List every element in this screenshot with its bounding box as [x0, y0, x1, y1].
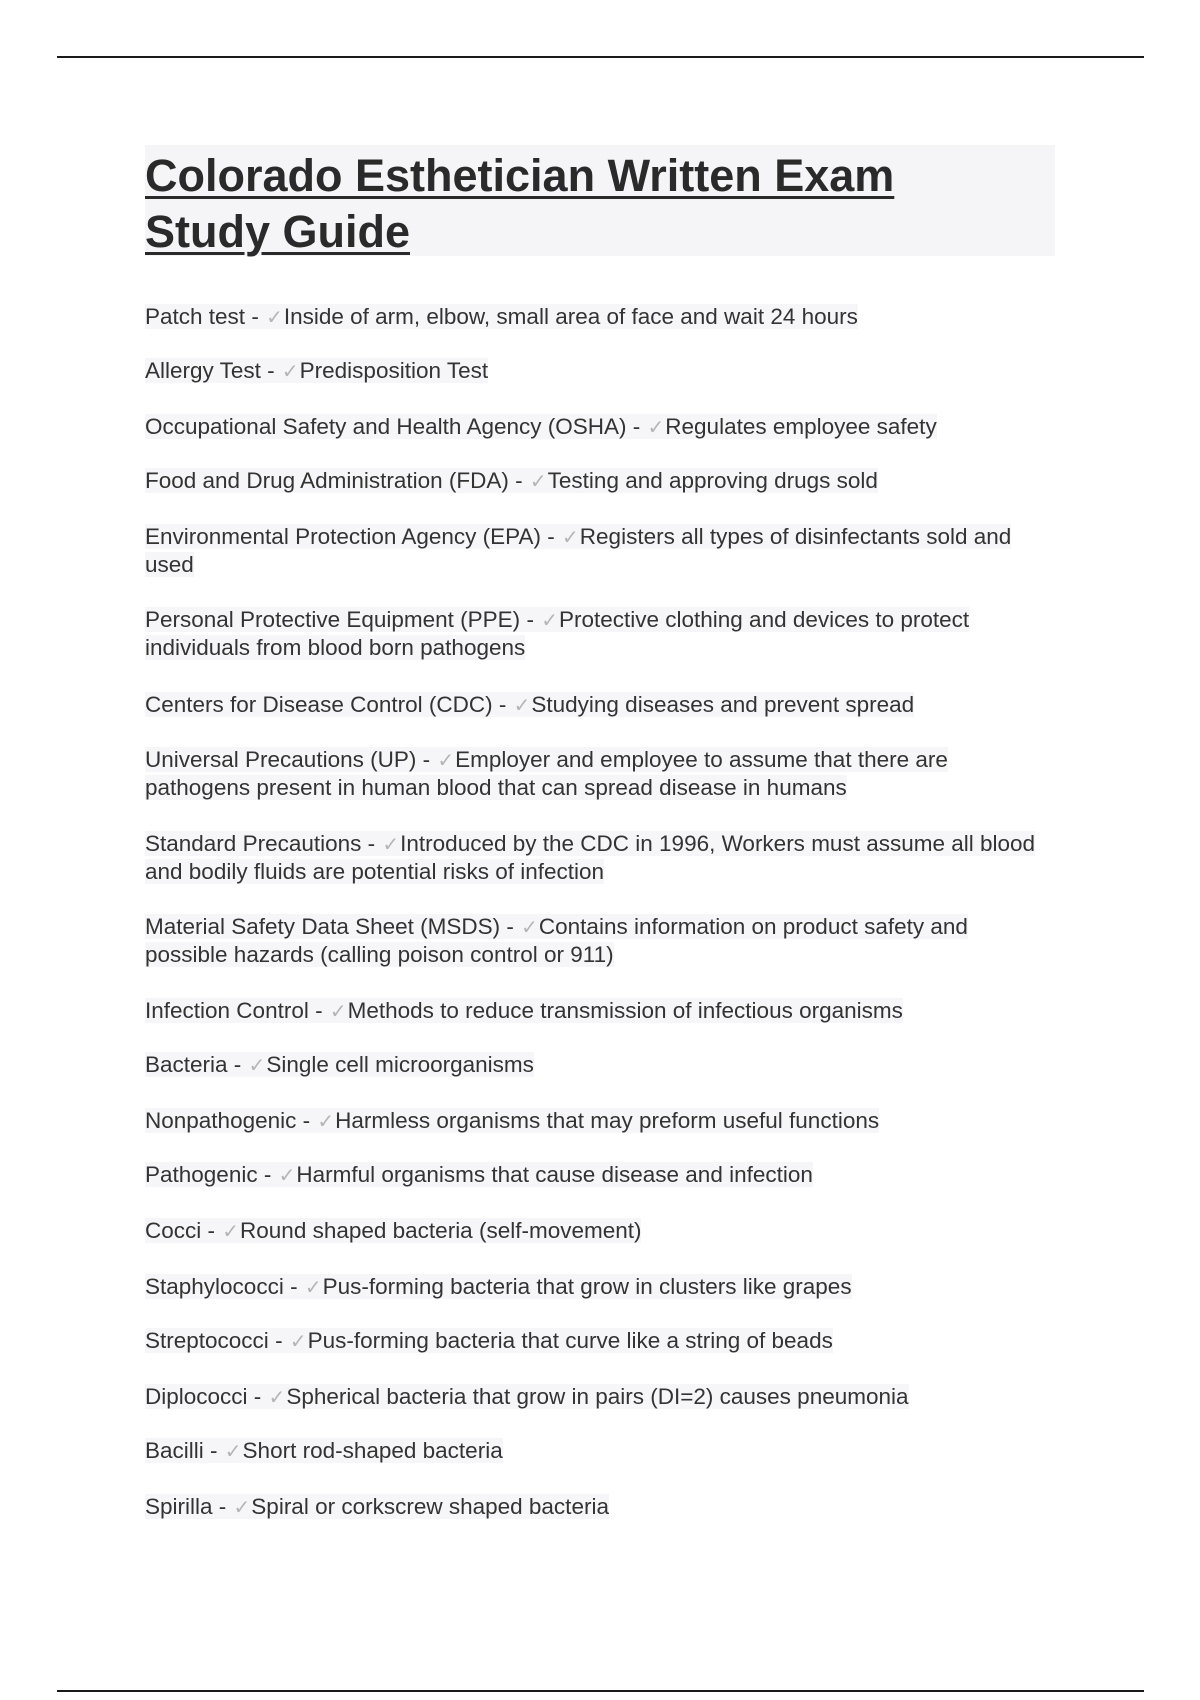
entry-separator: - [257, 1162, 278, 1187]
entry-separator: - [308, 998, 329, 1023]
entry-text [145, 1274, 852, 1299]
entry-definition: Predisposition Test [299, 358, 489, 383]
entry-text [145, 914, 968, 967]
entry-separator: - [492, 692, 513, 717]
entry-definition: Regulates employee safety [665, 414, 937, 439]
flashcard-entry [145, 746, 1055, 802]
check-mark-icon: ✓ [224, 1439, 242, 1463]
entry-separator: - [500, 914, 521, 939]
flashcard-entry [145, 1107, 1055, 1135]
check-mark-icon: ✓ [266, 305, 283, 329]
entry-text [145, 1162, 813, 1187]
entry-term: Food and Drug Administration (FDA) [145, 468, 509, 493]
check-mark-icon: ✓ [521, 915, 538, 939]
title-line-1: Colorado Esthetician Written Exam [145, 150, 895, 201]
entry-definition: Methods to reduce transmission of infectious organisms [347, 998, 903, 1023]
flashcard-entry [145, 523, 1055, 579]
check-mark-icon: ✓ [304, 1275, 322, 1299]
entry-definition: Pus-forming bacteria that grow in clusters like grapes [322, 1274, 852, 1299]
entry-separator: - [626, 414, 647, 439]
entry-separator: - [201, 1218, 222, 1243]
flashcard-entry [145, 357, 1055, 385]
flashcard-entry [145, 606, 1055, 662]
entry-term: Personal Protective Equipment (PPE) [145, 607, 521, 632]
entry-term: Allergy Test [145, 358, 261, 383]
entry-separator: - [283, 1274, 304, 1299]
check-mark-icon: ✓ [513, 693, 531, 717]
entry-separator: - [541, 524, 562, 549]
entry-text [145, 747, 948, 800]
entry-definition: Single cell microorganisms [266, 1052, 534, 1077]
entry-definition: Spherical bacteria that grow in pairs (DI=2) causes pneumonia [286, 1384, 909, 1409]
entry-definition: Employer and employee to assume that there are pathogens present in human blood that can spread disease in humans [145, 747, 948, 800]
entry-separator: - [212, 1494, 233, 1519]
check-mark-icon: ✓ [222, 1219, 240, 1243]
entry-definition: Contains information on product safety and possible hazards (calling poison control or 911) [145, 914, 968, 967]
entry-text [145, 1494, 609, 1519]
page-title [145, 148, 1045, 260]
flashcard-entry [145, 413, 1055, 441]
entry-text [145, 468, 878, 493]
entry-text [145, 1108, 879, 1133]
entry-term: Spirilla [145, 1494, 213, 1519]
entry-separator: - [247, 1384, 268, 1409]
entry-term: Standard Precautions [145, 831, 362, 856]
flashcard-entry [145, 1437, 1055, 1465]
entry-definition: Inside of arm, elbow, small area of face and wait 24 hours [283, 304, 858, 329]
check-mark-icon: ✓ [647, 415, 665, 439]
flashcard-entry [145, 1383, 1055, 1411]
entry-term: Occupational Safety and Health Agency (OSHA) [145, 414, 627, 439]
entry-text [145, 831, 1035, 884]
entry-definition: Harmless organisms that may preform useful functions [335, 1108, 880, 1133]
entry-text [145, 1384, 909, 1409]
entry-separator: - [260, 358, 281, 383]
entry-term: Infection Control [145, 998, 309, 1023]
entry-text [145, 524, 1011, 577]
entry-text [145, 304, 858, 329]
check-mark-icon: ✓ [281, 359, 299, 383]
check-mark-icon: ✓ [437, 748, 455, 772]
check-mark-icon: ✓ [278, 1163, 296, 1187]
entry-definition: Introduced by the CDC in 1996, Workers must assume all blood and bodily fluids are potential risks of infection [145, 831, 1036, 884]
check-mark-icon: ✓ [268, 1385, 286, 1409]
entry-term: Centers for Disease Control (CDC) [145, 692, 493, 717]
entry-term: Bacteria [145, 1052, 228, 1077]
check-mark-icon: ✓ [541, 608, 558, 632]
title-line-2: Study Guide [145, 206, 411, 257]
entry-text [145, 1052, 534, 1077]
top-divider [57, 56, 1144, 58]
flashcard-entry [145, 1273, 1055, 1301]
entry-term: Cocci [145, 1218, 202, 1243]
entry-term: Patch test [145, 304, 246, 329]
entry-term: Nonpathogenic [145, 1108, 297, 1133]
flashcard-entry [145, 1161, 1055, 1189]
entry-term: Environmental Protection Agency (EPA) [145, 524, 542, 549]
check-mark-icon: ✓ [382, 832, 400, 856]
entry-definition: Harmful organisms that cause disease and infection [296, 1162, 813, 1187]
entry-separator: - [520, 607, 541, 632]
entry-term: Universal Precautions (UP) [145, 747, 417, 772]
flashcard-entry [145, 997, 1055, 1025]
entry-term: Material Safety Data Sheet (MSDS) [145, 914, 501, 939]
entry-text [145, 607, 969, 660]
flashcard-entry [145, 913, 1055, 969]
entry-separator: - [227, 1052, 248, 1077]
entry-text [145, 692, 914, 717]
check-mark-icon: ✓ [233, 1495, 251, 1519]
entry-separator: - [203, 1438, 224, 1463]
check-mark-icon: ✓ [317, 1109, 335, 1133]
entry-term: Streptococci [145, 1328, 269, 1353]
entry-text [145, 1328, 833, 1353]
entry-separator: - [245, 304, 266, 329]
entry-definition: Short rod-shaped bacteria [242, 1438, 503, 1463]
flashcard-entry [145, 303, 1055, 331]
check-mark-icon: ✓ [289, 1329, 307, 1353]
entry-term: Bacilli [145, 1438, 204, 1463]
flashcard-entry [145, 1051, 1055, 1079]
entry-definition: Round shaped bacteria (self-movement) [240, 1218, 642, 1243]
entry-separator: - [296, 1108, 317, 1133]
entry-definition: Studying diseases and prevent spread [531, 692, 915, 717]
entry-separator: - [361, 831, 382, 856]
entry-text [145, 414, 937, 439]
entry-separator: - [268, 1328, 289, 1353]
flashcard-entry [145, 1493, 1055, 1521]
entry-definition: Protective clothing and devices to protect individuals from blood born pathogens [145, 607, 970, 660]
entry-text [145, 358, 488, 383]
entry-definition: Spiral or corkscrew shaped bacteria [251, 1494, 609, 1519]
check-mark-icon: ✓ [329, 999, 347, 1023]
bottom-divider [57, 1690, 1144, 1692]
flashcard-entry [145, 1217, 1055, 1245]
check-mark-icon: ✓ [529, 469, 547, 493]
entry-separator: - [416, 747, 437, 772]
entry-term: Diplococci [145, 1384, 248, 1409]
entry-term: Staphylococci [145, 1274, 284, 1299]
check-mark-icon: ✓ [248, 1053, 266, 1077]
check-mark-icon: ✓ [562, 525, 579, 549]
entry-term: Pathogenic [145, 1162, 258, 1187]
flashcard-entry [145, 1327, 1055, 1355]
entry-definition: Registers all types of disinfectants sold and used [145, 524, 1012, 577]
entry-separator: - [508, 468, 529, 493]
entry-text [145, 1438, 503, 1463]
flashcard-entry [145, 691, 1055, 719]
entry-text [145, 998, 903, 1023]
flashcard-entry [145, 830, 1055, 886]
entry-definition: Testing and approving drugs sold [547, 468, 878, 493]
entry-definition: Pus-forming bacteria that curve like a string of beads [307, 1328, 833, 1353]
flashcard-entry [145, 467, 1055, 495]
entry-text [145, 1218, 641, 1243]
